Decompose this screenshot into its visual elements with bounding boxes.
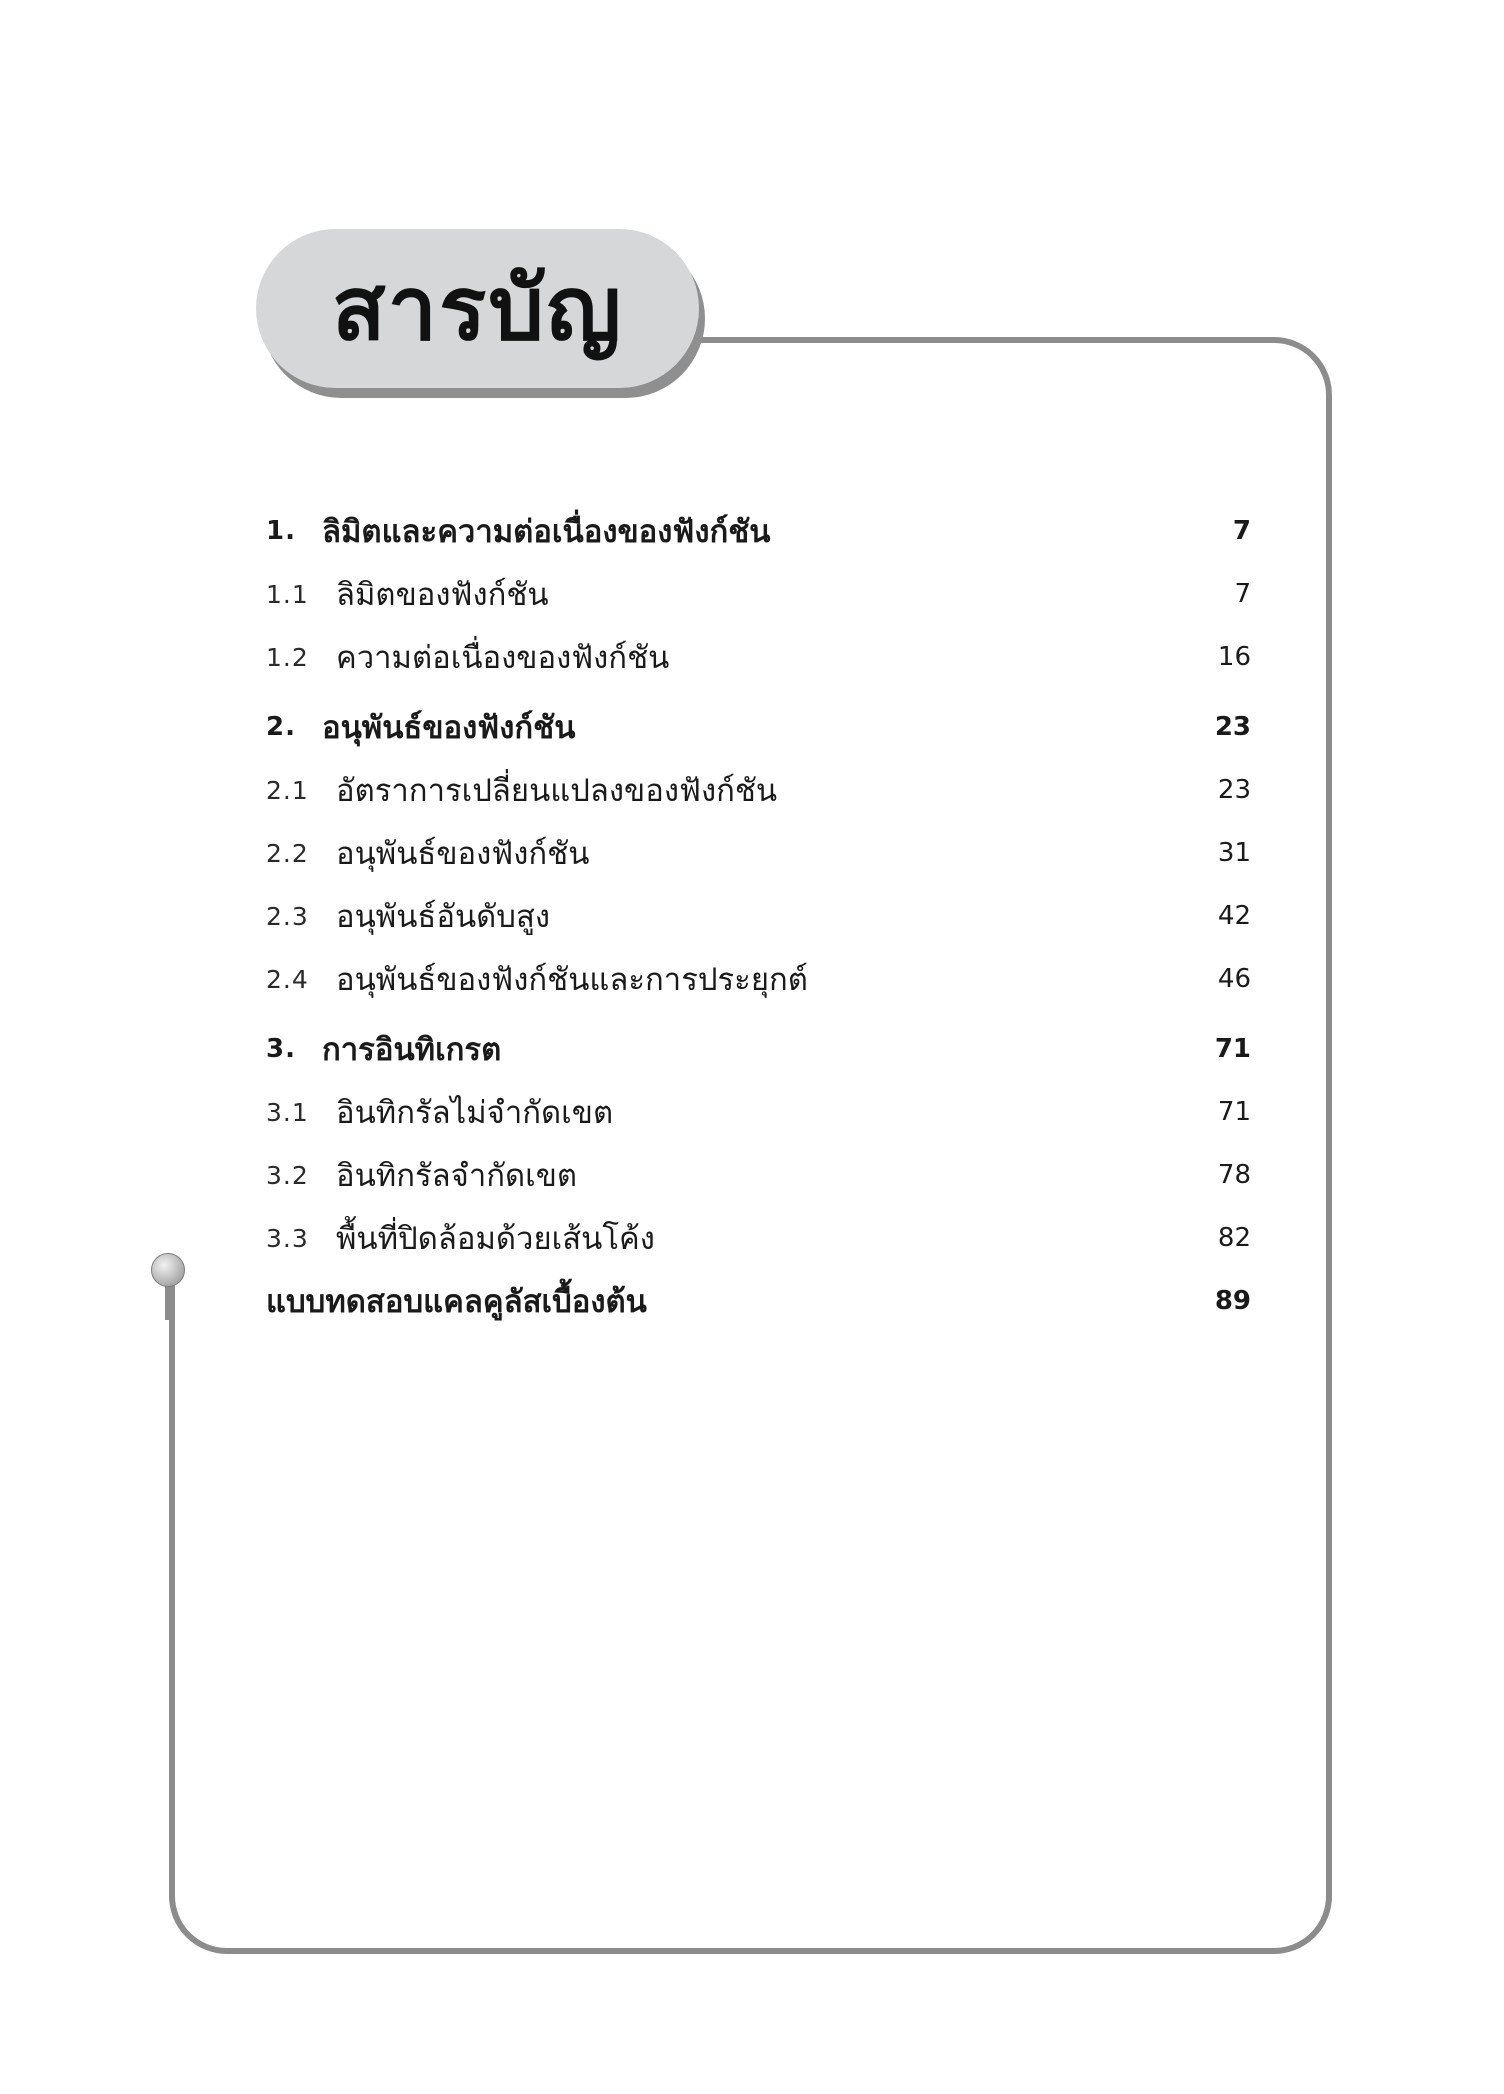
toc-section-2-2[interactable] bbox=[266, 828, 1251, 878]
toc-page: 42 bbox=[1217, 901, 1251, 931]
toc-number: 2.3 bbox=[266, 901, 309, 931]
toc-label: อินทิกรัลจำกัดเขต bbox=[336, 1158, 578, 1194]
toc-section-2-1[interactable] bbox=[266, 765, 1251, 815]
toc-label: อนุพันธ์ของฟังก์ชัน bbox=[322, 710, 576, 746]
toc-page: 89 bbox=[1214, 1286, 1251, 1316]
toc-number: 3.1 bbox=[266, 1097, 309, 1127]
toc-number: 1.2 bbox=[266, 642, 309, 672]
toc-number: 3.2 bbox=[266, 1160, 309, 1190]
toc-section-1-1[interactable] bbox=[266, 569, 1251, 619]
toc-section-3-2[interactable] bbox=[266, 1150, 1251, 1200]
toc-page: 23 bbox=[1214, 712, 1251, 742]
toc-chapter-3[interactable] bbox=[266, 1024, 1251, 1074]
toc-number: 2.1 bbox=[266, 775, 309, 805]
toc-section-3-1[interactable] bbox=[266, 1087, 1251, 1137]
toc-section-2-4[interactable] bbox=[266, 954, 1251, 1004]
frame-gap-left bbox=[150, 320, 190, 1270]
toc-label: อนุพันธ์ของฟังก์ชัน bbox=[336, 836, 590, 872]
toc-label: อนุพันธ์อันดับสูง bbox=[336, 899, 551, 935]
toc-page: 7 bbox=[1232, 516, 1251, 546]
toc-section-1-2[interactable] bbox=[266, 632, 1251, 682]
toc-page: 7 bbox=[1234, 579, 1251, 609]
toc-label: ลิมิตและความต่อเนื่องของฟังก์ชัน bbox=[322, 514, 771, 550]
toc-label: อนุพันธ์ของฟังก์ชันและการประยุกต์ bbox=[336, 962, 808, 998]
toc-page: 23 bbox=[1217, 775, 1251, 805]
toc-chapter-2[interactable] bbox=[266, 702, 1251, 752]
toc-number: 2.2 bbox=[266, 838, 309, 868]
toc-page: 31 bbox=[1217, 838, 1251, 868]
toc-number: 1. bbox=[266, 516, 296, 546]
page-title: สารบัญ bbox=[331, 256, 624, 360]
toc-label: พื้นที่ปิดล้อมด้วยเส้นโค้ง bbox=[336, 1221, 655, 1257]
toc-label: แบบทดสอบแคลคูลัสเบื้องต้น bbox=[266, 1284, 647, 1320]
toc-section-3-3[interactable] bbox=[266, 1213, 1251, 1263]
toc-number: 3.3 bbox=[266, 1223, 309, 1253]
toc-label: อัตราการเปลี่ยนแปลงของฟังก์ชัน bbox=[336, 773, 778, 809]
decorative-bullet-icon bbox=[151, 1253, 185, 1287]
toc-label: การอินทิเกรต bbox=[322, 1032, 502, 1068]
toc-page: 78 bbox=[1217, 1160, 1251, 1190]
toc-label: ความต่อเนื่องของฟังก์ชัน bbox=[336, 640, 670, 676]
toc-page: 71 bbox=[1214, 1034, 1251, 1064]
toc-number: 1.1 bbox=[266, 579, 309, 609]
toc-chapter-1[interactable] bbox=[266, 506, 1251, 556]
toc-label: อินทิกรัลไม่จำกัดเขต bbox=[336, 1095, 614, 1131]
toc-number: 3. bbox=[266, 1034, 296, 1064]
toc-page: 46 bbox=[1217, 964, 1251, 994]
toc-page: 71 bbox=[1217, 1097, 1251, 1127]
toc-number: 2.4 bbox=[266, 964, 309, 994]
title-pill bbox=[256, 229, 699, 388]
toc-page: 16 bbox=[1217, 642, 1251, 672]
toc-page: 82 bbox=[1217, 1223, 1251, 1253]
toc-label: ลิมิตของฟังก์ชัน bbox=[336, 577, 549, 613]
toc-final-test[interactable] bbox=[266, 1276, 1251, 1326]
toc-section-2-3[interactable] bbox=[266, 891, 1251, 941]
toc-number: 2. bbox=[266, 712, 296, 742]
